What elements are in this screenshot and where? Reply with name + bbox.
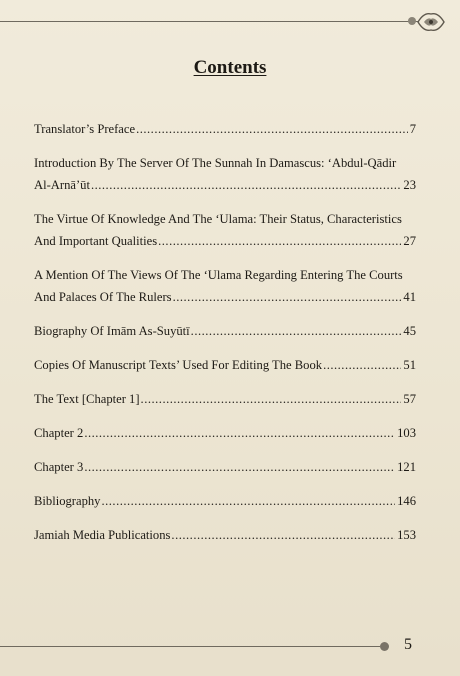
toc-entry-page-number: 57 (403, 392, 416, 406)
dot-leader (191, 320, 402, 342)
toc-entry-page-number: 51 (403, 358, 416, 372)
dot-leader (173, 286, 402, 308)
toc-entry-leader-row (34, 388, 416, 410)
dot-leader (136, 118, 408, 140)
page-title: Contents (193, 57, 267, 78)
toc-entry-title-line: Biography Of Imām As-Suyūtī (34, 324, 190, 338)
toc-entry-page-number: 153 (397, 528, 416, 542)
page-number: 5 (404, 636, 412, 653)
toc-entry (34, 524, 416, 546)
toc-entry-leader-row (34, 456, 416, 478)
toc-entry-title-line: A Mention Of The Views Of The ‘Ulama Regarding Entering The Courts (34, 268, 403, 282)
toc-entry-title-line: Chapter 3 (34, 460, 84, 474)
dot-leader (84, 422, 395, 444)
table-of-contents (34, 118, 416, 558)
toc-entry (34, 208, 416, 252)
dot-leader (84, 456, 395, 478)
toc-entry (34, 264, 416, 308)
top-border-dot (408, 17, 416, 25)
toc-entry-title-line: And Palaces Of The Rulers (34, 290, 172, 304)
toc-entry-page-number: 146 (397, 494, 416, 508)
bottom-border-rule (0, 646, 380, 647)
toc-entry-page-number: 41 (403, 290, 416, 304)
bottom-border-dot (380, 642, 389, 651)
dot-leader (141, 388, 402, 410)
toc-entry-leader-row (34, 354, 416, 376)
toc-entry-title-line: The Virtue Of Knowledge And The ‘Ulama: Their Status, Characteristics (34, 212, 402, 226)
toc-entry-leader-row (34, 524, 416, 546)
toc-entry-title-line: Copies Of Manuscript Texts’ Used For Editing The Book (34, 358, 323, 372)
toc-entry-page-number: 27 (403, 234, 416, 248)
toc-entry (34, 490, 416, 512)
toc-entry-title-line: Translator’s Preface (34, 122, 136, 136)
toc-entry (34, 152, 416, 196)
toc-entry-leader-row (34, 286, 416, 308)
toc-entry (34, 320, 416, 342)
toc-entry-page-number: 45 (403, 324, 416, 338)
toc-entry (34, 422, 416, 444)
dot-leader (101, 490, 395, 512)
corner-ornament-icon (416, 10, 446, 34)
toc-entry-title-line: Bibliography (34, 494, 101, 508)
dot-leader (91, 174, 401, 196)
toc-entry-title-line: Introduction By The Server Of The Sunnah In Damascus: ‘Abdul-Qādir (34, 156, 397, 170)
toc-entry-title-line: The Text [Chapter 1] (34, 392, 140, 406)
toc-entry-title-line: Jamiah Media Publications (34, 528, 171, 542)
toc-entry (34, 354, 416, 376)
toc-entry (34, 456, 416, 478)
toc-entry-page-number: 103 (397, 426, 416, 440)
toc-entry-title-line: And Important Qualities (34, 234, 158, 248)
toc-entry (34, 388, 416, 410)
top-border-rule (0, 21, 418, 22)
toc-entry-leader-row (34, 490, 416, 512)
toc-entry (34, 118, 416, 140)
toc-entry-leader-row (34, 118, 416, 140)
toc-entry-leader-row (34, 230, 416, 252)
toc-entry-page-number: 121 (397, 460, 416, 474)
dot-leader (171, 524, 395, 546)
toc-entry-title-line: Chapter 2 (34, 426, 84, 440)
toc-entry-leader-row (34, 174, 416, 196)
toc-entry-leader-row (34, 422, 416, 444)
toc-entry-page-number: 23 (403, 178, 416, 192)
toc-entry-page-number: 7 (409, 122, 416, 136)
toc-entry-title-line: Al-Arnā’ūt (34, 178, 90, 192)
dot-leader (323, 354, 401, 376)
toc-entry-leader-row (34, 320, 416, 342)
dot-leader (158, 230, 401, 252)
